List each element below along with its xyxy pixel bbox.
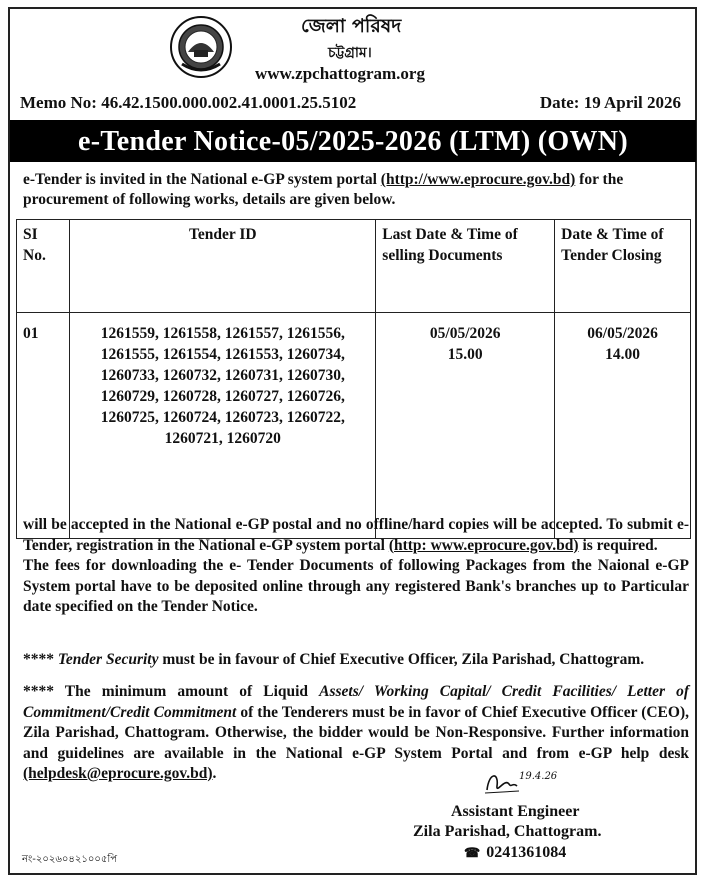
cell-tender-ids: 1261559, 1261558, 1261557, 1261556, 1261555, 1261554, 1261553, 1260734, 1260733, 1260732, 1260731, 1260730, 1260729, 1260728, 1260727, 1260726, 1260725, 1260724, 1260723, 1260722, 1260721, 1260720 — [70, 313, 376, 539]
memo-number: Memo No: 46.42.1500.000.002.41.0001.25.5102 — [20, 93, 357, 112]
tender-table — [16, 219, 691, 539]
signatory-designation: Assistant Engineer — [451, 803, 580, 820]
table-header-row — [17, 220, 691, 313]
col-header-last-date: Last Date & Time of selling Documents — [376, 220, 555, 313]
col-header-tender-id: Tender ID — [70, 220, 376, 313]
col-header-sl: SI No. — [17, 220, 70, 313]
cell-closing-date: 06/05/2026 14.00 — [555, 313, 691, 539]
zila-parishad-logo — [170, 16, 232, 78]
city-name-bangla: চট্টগ্রাম। — [328, 45, 372, 61]
cell-last-date: 05/05/2026 15.00 — [376, 313, 555, 539]
telephone-icon: ☎ — [464, 845, 481, 860]
submission-paragraph: will be accepted in the National e-GP postal and no offline/hard copies will be accepted. To submit e-Tender, registration in the National e-GP system portal (http: www.eprocure.gov.bd) is required. The fees for downloading the e- Tender Documents of following Packages from the Naional e-GP System portal have to be deposited online through any registered Bank's branches up to Particular date specified on the Tender Notice. — [23, 516, 689, 615]
tender-security-paragraph: **** Tender Security must be in favour of Chief Executive Officer, Zila Parishad, Chattogram. — [23, 651, 645, 668]
website-link[interactable]: www.zpchattogram.org — [255, 64, 425, 83]
helpdesk-email-link[interactable]: (helpdesk@eprocure.gov.bd) — [23, 765, 213, 782]
col-header-closing: Date & Time of Tender Closing — [555, 220, 691, 313]
eprocure-link-2[interactable]: (http: www.eprocure.gov.bd) — [388, 536, 579, 554]
signatory-phone: ☎ 0241361084 — [464, 844, 567, 861]
organization-name-bangla: জেলা পরিষদ — [301, 15, 402, 37]
table-row — [17, 313, 691, 539]
eprocure-link[interactable]: (http://www.eprocure.gov.bd) — [380, 171, 576, 188]
liquid-assets-paragraph: **** The minimum amount of Liquid Assets/ Working Capital/ Credit Facilities/ Letter of Commitment/Credit Commitment of the Tenderers must be in favor of Chief Executive Officer (CEO), Zila Parishad, Chattogram. Otherwise, the bidder would be Non-Responsive. Further information and guidelines are available in the National e-GP System Portal and from e-GP help desk (helpdesk@eprocure.gov.bd). — [23, 683, 690, 782]
notice-title-banner: e-Tender Notice-05/2025-2026 (LTM) (OWN) — [10, 120, 696, 162]
cell-sl: 01 — [17, 313, 70, 539]
notice-date: Date: 19 April 2026 — [539, 93, 681, 112]
reference-number-bangla: নং-২০২৬০৪২১০০৫পি — [22, 854, 118, 865]
intro-paragraph: e-Tender is invited in the National e-GP system portal (http://www.eprocure.gov.bd) for the procurement of following works, details are given below. — [23, 171, 624, 208]
signature-date: 19.4.26 — [519, 771, 558, 782]
signatory-office: Zila Parishad, Chattogram. — [413, 823, 602, 840]
